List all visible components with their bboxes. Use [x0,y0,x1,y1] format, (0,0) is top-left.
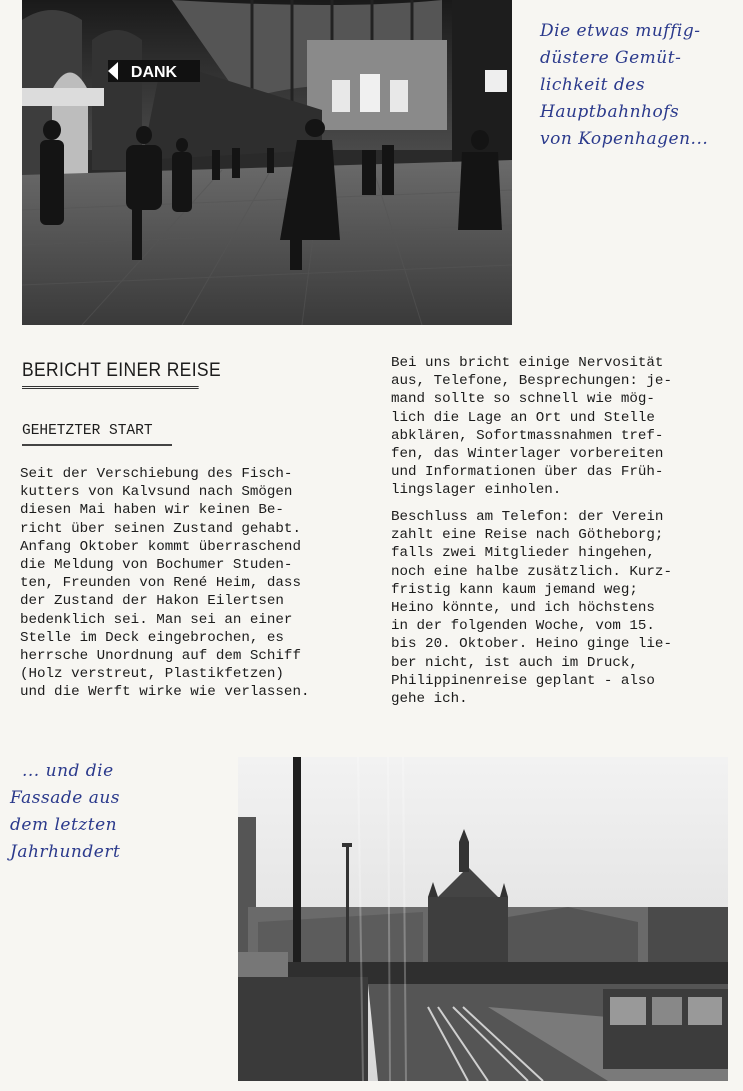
left-text-column [20,465,365,702]
text-line: in der folgenden Woche, vom 15. [391,618,655,635]
note-line: lichkeit des [540,75,646,95]
text-line: Philippinenreise geplant - also [391,672,655,689]
text-line: und Informationen über das Früh- [391,464,664,481]
text-line: lingslager einholen. [391,482,562,499]
report-title: BERICHT EINER REISE [22,360,199,389]
text-line: ten, Freunden von René Heim, dass [20,575,301,592]
section-heading: GEHETZTER START [22,423,172,446]
text-line: aus, Telefone, Besprechungen: je- [391,373,672,390]
text-line: abklären, Sofortmassnahmen tref- [391,427,664,444]
handwritten-note-top [540,18,740,153]
text-line: ber nicht, ist auch im Druck, [391,654,638,671]
text-line: die Meldung von Bochumer Studen- [20,557,293,574]
text-line: kutters von Kalvsund nach Smögen [20,484,293,501]
text-line: Beschluss am Telefon: der Verein [391,509,664,525]
text-line: gehe ich. [391,691,468,708]
text-line: bis 20. Oktober. Heino ginge lie- [391,636,672,653]
note-line: ... und die [22,761,114,781]
handwritten-note-bottom [10,758,210,866]
text-line: falls zwei Mitglieder hingehen, [391,545,655,562]
note-line: Die etwas muffig- [540,21,701,41]
text-line: noch eine halbe zusätzlich. Kurz- [391,563,672,580]
station-hall-photo [22,0,512,325]
note-line: dem letzten [10,815,118,835]
note-line: Jahrhundert [10,842,121,862]
text-line: (Holz verstreut, Plastikfetzen) [20,666,284,683]
text-line: fen, das Winterlager vorbereiten [391,446,664,463]
note-line: von Kopenhagen... [540,129,709,149]
text-line: und die Werft wirke wie verlassen. [20,684,310,701]
bank-sign: DANK [130,64,178,81]
text-line: herrsche Unordnung auf dem Schiff [20,648,301,665]
text-line: diesen Mai haben wir keinen Be- [20,502,284,519]
note-line: Fassade aus [10,788,121,808]
text-line: mand sollte so schnell wie mög- [391,391,655,408]
text-line: Bei uns bricht einige Nervosität [391,355,664,371]
text-line: zahlt eine Reise nach Götheborg; [391,527,664,544]
text-line: der Zustand der Hakon Eilertsen [20,593,284,610]
text-line: Anfang Oktober kommt überraschend [20,538,301,555]
text-line: Stelle im Deck eingebrochen, es [20,629,284,646]
right-text-paragraph-2 [391,508,731,708]
note-line: düstere Gemüt- [540,48,682,68]
text-line: Heino könnte, und ich höchstens [391,600,655,617]
text-line: bedenklich sei. Man sei an einer [20,611,293,628]
note-line: Hauptbahnhofs [540,102,680,122]
text-line: Seit der Verschiebung des Fisch- [20,466,293,482]
text-line: fristig kann kaum jemand weg; [391,581,638,598]
station-facade-photo [238,757,728,1081]
right-text-paragraph-1 [391,354,731,500]
text-line: lich die Lage an Ort und Stelle [391,409,655,426]
text-line: richt über seinen Zustand gehabt. [20,520,301,537]
